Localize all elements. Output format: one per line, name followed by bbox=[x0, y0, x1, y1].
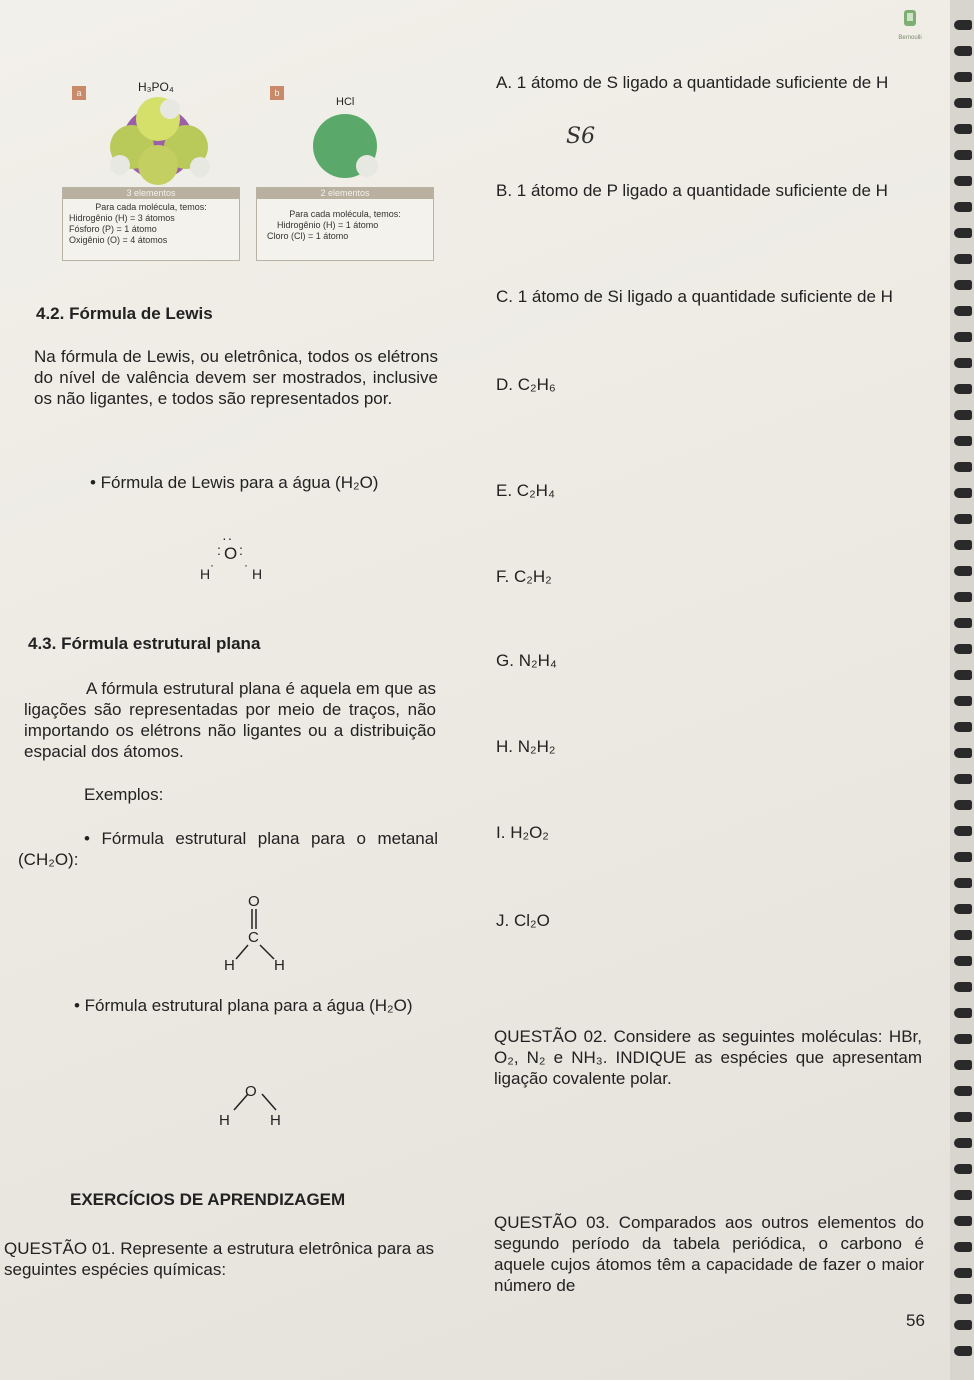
spiral-ring bbox=[954, 1190, 972, 1200]
spiral-ring bbox=[954, 878, 972, 888]
option-j bbox=[496, 910, 550, 931]
spiral-ring bbox=[954, 72, 972, 82]
lewis-water-bullet: • Fórmula de Lewis para a água (H₂O) bbox=[90, 473, 379, 492]
spiral-ring bbox=[954, 1086, 972, 1096]
hcl-molecule-model bbox=[305, 110, 385, 180]
spiral-ring bbox=[954, 150, 972, 160]
spiral-ring bbox=[954, 670, 972, 680]
spiral-ring bbox=[954, 1320, 972, 1330]
option-letter: D. bbox=[496, 375, 513, 394]
option-text: N₂H₄ bbox=[518, 651, 557, 670]
methanal-hydrogen-right: H bbox=[274, 957, 285, 974]
spiral-ring bbox=[954, 228, 972, 238]
lewis-heading: 4.2. Fórmula de Lewis bbox=[36, 304, 213, 323]
option-text: Cl₂O bbox=[513, 911, 550, 930]
spiral-ring bbox=[954, 1138, 972, 1148]
spiral-ring bbox=[954, 774, 972, 784]
spiral-ring bbox=[954, 306, 972, 316]
examples-label: Exemplos: bbox=[84, 785, 164, 804]
lone-pair-dots: · bbox=[244, 558, 248, 572]
spiral-ring bbox=[954, 488, 972, 498]
question-01: QUESTÃO 01. Represente a estrutura eletrônica para as seguintes espécies químicas: bbox=[4, 1239, 434, 1279]
option-letter: E. bbox=[496, 481, 513, 500]
spiral-binding bbox=[950, 0, 974, 1380]
structural-paragraph: A fórmula estrutural plana é aquela em que as ligações são representadas por meio de traços, não importando os elétrons não ligantes ou a distribuição espacial dos átomos. bbox=[24, 679, 436, 761]
legend-line: Cloro (Cl) = 1 átomo bbox=[267, 231, 349, 241]
spiral-ring bbox=[954, 98, 972, 108]
methanal-hydrogen-left: H bbox=[224, 957, 235, 974]
spiral-ring bbox=[954, 1008, 972, 1018]
spiral-ring bbox=[954, 956, 972, 966]
spiral-ring bbox=[954, 202, 972, 212]
spiral-ring bbox=[954, 46, 972, 56]
spiral-ring bbox=[954, 1268, 972, 1278]
water-oxygen: O bbox=[245, 1083, 257, 1100]
spiral-ring bbox=[954, 514, 972, 524]
option-text: 1 átomo de Si ligado a quantidade suficiente de H bbox=[517, 287, 893, 306]
spiral-ring bbox=[954, 1164, 972, 1174]
lone-pair-dots: ·· bbox=[222, 530, 234, 546]
h3po4-molecule-model bbox=[100, 95, 220, 190]
spiral-ring bbox=[954, 280, 972, 290]
spiral-ring bbox=[954, 1034, 972, 1044]
lewis-water-hydrogen-left: H bbox=[200, 566, 211, 582]
spiral-ring bbox=[954, 1242, 972, 1252]
lewis-water-hydrogen-right: H bbox=[252, 566, 263, 582]
option-text: C₂H₂ bbox=[513, 567, 552, 586]
page-number: 56 bbox=[906, 1311, 925, 1330]
spiral-ring bbox=[954, 800, 972, 810]
figure-b-letter: b bbox=[270, 86, 284, 100]
option-a bbox=[496, 72, 908, 93]
option-letter: G. bbox=[496, 651, 514, 670]
option-text: H₂O₂ bbox=[510, 823, 549, 842]
option-letter: A. bbox=[496, 73, 513, 92]
option-i bbox=[496, 822, 549, 843]
spiral-ring bbox=[954, 176, 972, 186]
handwritten-note: S6 bbox=[566, 124, 596, 149]
figure-b-legend-title: 2 elementos bbox=[257, 188, 433, 199]
legend-line: Fósforo (P) = 1 átomo bbox=[69, 224, 157, 234]
figure-b-legend bbox=[256, 187, 434, 261]
option-d bbox=[496, 374, 556, 395]
option-letter: C. bbox=[496, 287, 513, 306]
spiral-ring bbox=[954, 982, 972, 992]
spiral-ring bbox=[954, 748, 972, 758]
option-e bbox=[496, 480, 555, 501]
option-text: C₂H₆ bbox=[517, 375, 556, 394]
spiral-ring bbox=[954, 540, 972, 550]
legend-line: Hidrogênio (H) = 3 átomos bbox=[69, 213, 175, 223]
figure-a-letter: a bbox=[72, 86, 86, 100]
spiral-ring bbox=[954, 696, 972, 706]
option-letter: H. bbox=[496, 737, 513, 756]
spiral-ring bbox=[954, 826, 972, 836]
svg-text:Bernoulli: Bernoulli bbox=[898, 35, 922, 41]
lewis-paragraph: Na fórmula de Lewis, ou eletrônica, todos os elétrons do nível de valência devem ser mostrados, inclusive os não ligantes, e todos são representados por. bbox=[34, 347, 438, 408]
spiral-ring bbox=[954, 124, 972, 134]
spiral-ring bbox=[954, 384, 972, 394]
spiral-ring bbox=[954, 1060, 972, 1070]
option-h bbox=[496, 736, 556, 757]
spiral-ring bbox=[954, 20, 972, 30]
exercises-heading: EXERCÍCIOS DE APRENDIZAGEM bbox=[70, 1190, 346, 1209]
legend-line: Para cada molécula, temos: bbox=[95, 202, 207, 212]
option-letter: J. bbox=[496, 911, 510, 930]
lone-pair-dots: · bbox=[210, 558, 214, 572]
option-c bbox=[496, 286, 908, 307]
methanal-oxygen: O bbox=[248, 893, 260, 910]
lewis-water-oxygen: O bbox=[224, 544, 238, 563]
legend-line: Hidrogênio (H) = 1 átomo bbox=[277, 220, 379, 230]
option-text: 1 átomo de P ligado a quantidade suficiente de H bbox=[516, 181, 888, 200]
option-text: N₂H₂ bbox=[517, 737, 556, 756]
spiral-ring bbox=[954, 462, 972, 472]
lewis-water-structure bbox=[196, 530, 276, 586]
spiral-ring bbox=[954, 618, 972, 628]
spiral-ring bbox=[954, 410, 972, 420]
spiral-ring bbox=[954, 1112, 972, 1122]
spiral-ring bbox=[954, 254, 972, 264]
spiral-ring bbox=[954, 904, 972, 914]
spiral-ring bbox=[954, 852, 972, 862]
figure-a-legend bbox=[62, 187, 240, 261]
methanal-carbon: C bbox=[248, 929, 259, 946]
figure-b-formula: HCl bbox=[336, 96, 355, 108]
lone-pair-dots: : bbox=[217, 542, 221, 558]
structural-water-bullet: • Fórmula estrutural plana para a água (H₂O) bbox=[74, 996, 413, 1015]
spiral-ring bbox=[954, 930, 972, 940]
legend-line: Oxigênio (O) = 4 átomos bbox=[69, 235, 168, 245]
spiral-ring bbox=[954, 1346, 972, 1356]
question-02: QUESTÃO 02. Considere as seguintes moléculas: HBr, O₂, N₂ e NH₃. INDIQUE as espécies que apresentam ligação covalente polar. bbox=[494, 1027, 922, 1088]
spiral-ring bbox=[954, 1216, 972, 1226]
option-b bbox=[496, 180, 908, 201]
option-text: 1 átomo de S ligado a quantidade suficiente de H bbox=[516, 73, 889, 92]
lone-pair-dots: : bbox=[239, 542, 243, 558]
option-letter: B. bbox=[496, 181, 513, 200]
legend-line: Para cada molécula, temos: bbox=[289, 209, 401, 219]
figure-a-formula: H₃PO₄ bbox=[138, 80, 174, 94]
spiral-ring bbox=[954, 566, 972, 576]
structural-heading: 4.3. Fórmula estrutural plana bbox=[28, 634, 261, 653]
figure-a-legend-title: 3 elementos bbox=[63, 188, 239, 199]
water-structure bbox=[218, 1080, 298, 1130]
spiral-ring bbox=[954, 592, 972, 602]
spiral-ring bbox=[954, 358, 972, 368]
methanal-bullet: • Fórmula estrutural plana para o metanal (CH₂O): bbox=[18, 829, 438, 869]
option-text: C₂H₄ bbox=[516, 481, 555, 500]
spiral-ring bbox=[954, 1294, 972, 1304]
spiral-ring bbox=[954, 436, 972, 446]
option-letter: I. bbox=[496, 823, 506, 842]
water-hydrogen-right: H bbox=[270, 1112, 281, 1129]
option-letter: F. bbox=[496, 567, 510, 586]
option-f bbox=[496, 566, 552, 587]
spiral-ring bbox=[954, 722, 972, 732]
question-03: QUESTÃO 03. Comparados aos outros elementos do segundo período da tabela periódica, o carbono é aquele cujos átomos têm a capacidade de fazer o maior número de bbox=[494, 1213, 924, 1295]
option-g bbox=[496, 650, 557, 671]
spiral-ring bbox=[954, 332, 972, 342]
publisher-logo-icon bbox=[890, 6, 930, 46]
spiral-ring bbox=[954, 644, 972, 654]
water-hydrogen-left: H bbox=[219, 1112, 230, 1129]
